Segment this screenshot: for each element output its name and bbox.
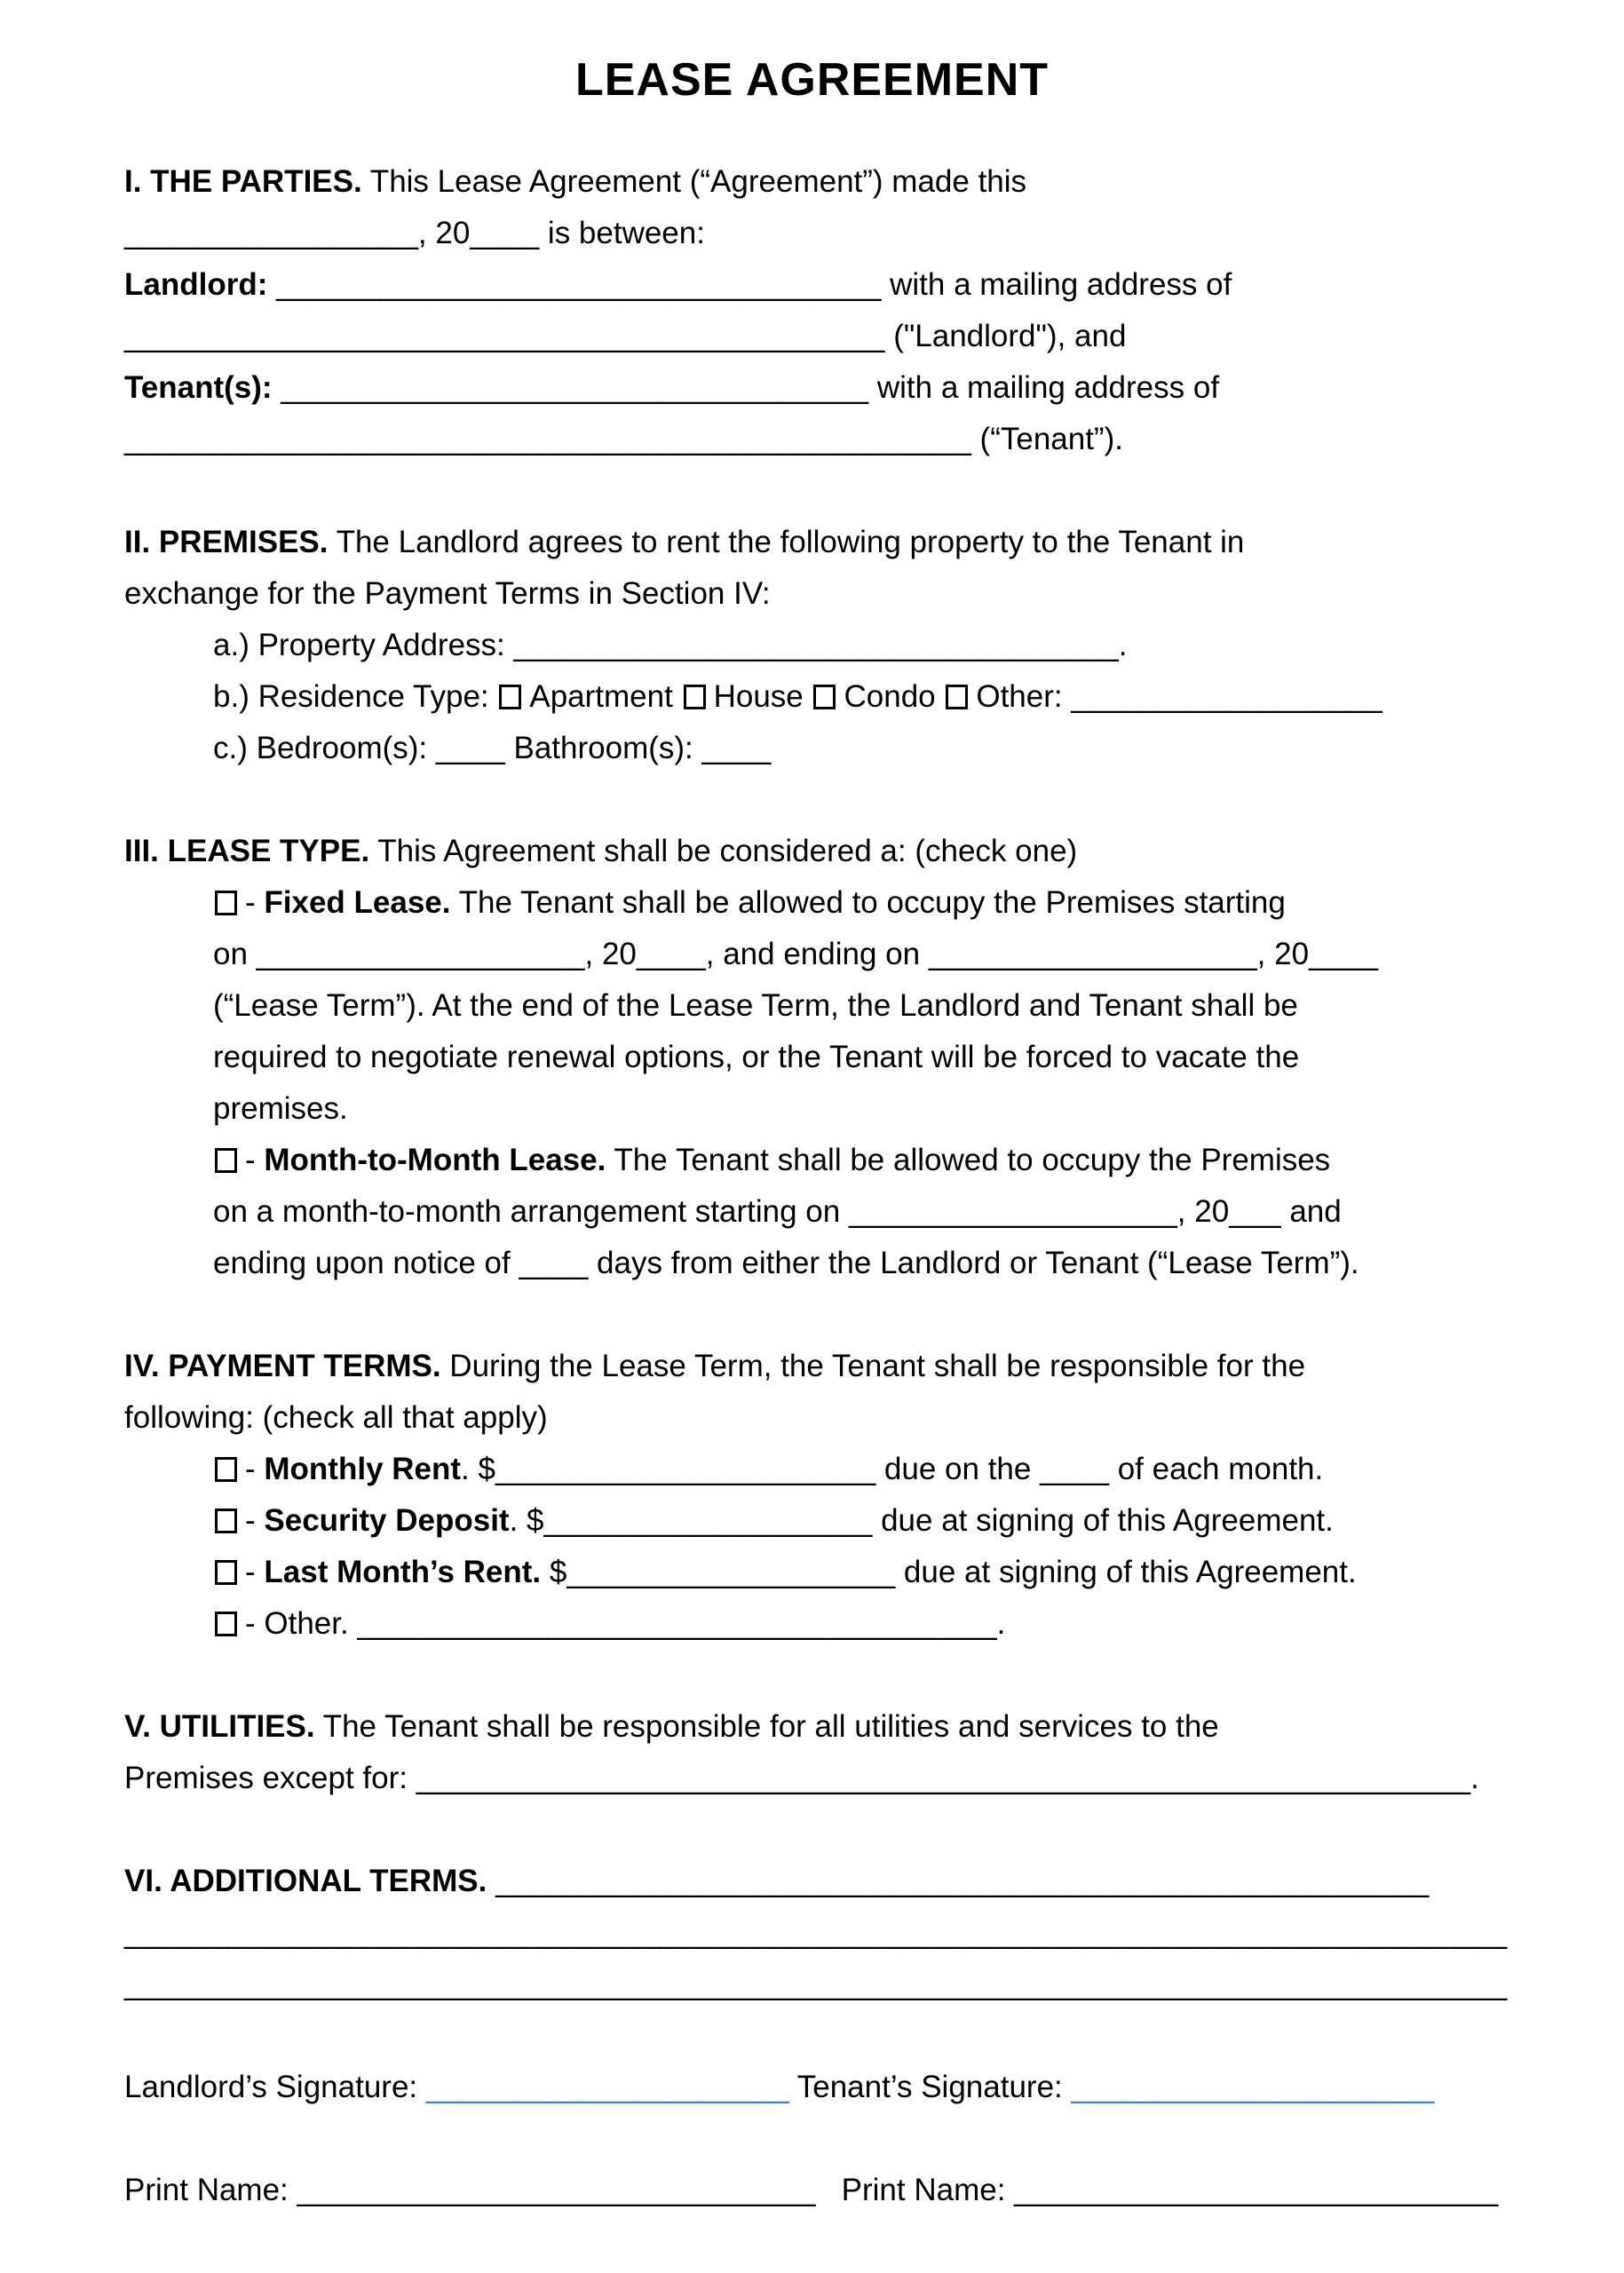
text-run: IV. PAYMENT TERMS. bbox=[124, 1349, 441, 1383]
text-line bbox=[124, 1701, 1569, 1753]
text-line bbox=[124, 1753, 1569, 1804]
text-run: The Landlord agrees to rent the following property to the Tenant in bbox=[328, 525, 1245, 559]
blank-field[interactable]: ___________________ bbox=[256, 937, 585, 971]
blank-field[interactable]: ______________________________________________________ bbox=[495, 1864, 1430, 1898]
text-run: Last Month’s Rent. bbox=[264, 1555, 542, 1589]
text-line bbox=[213, 1135, 1569, 1186]
blank-field[interactable]: _____________________________________________________________ bbox=[416, 1761, 1471, 1795]
text-run: Premises except for: bbox=[124, 1761, 416, 1795]
text-run: due at signing of this Agreement. bbox=[872, 1503, 1334, 1538]
text-run: Month-to-Month Lease. bbox=[264, 1143, 606, 1177]
checkbox-icon[interactable] bbox=[499, 685, 521, 709]
blank-field[interactable]: ____ bbox=[636, 937, 706, 971]
text-line bbox=[124, 1341, 1569, 1392]
text-line bbox=[213, 620, 1569, 671]
blank-field[interactable]: __________________________________ bbox=[281, 370, 869, 405]
text-run: . $ bbox=[509, 1503, 544, 1538]
text-line bbox=[124, 517, 1569, 568]
text-run: premises. bbox=[213, 1091, 348, 1126]
blank-field[interactable]: ___________________ bbox=[543, 1503, 873, 1538]
checkbox-icon[interactable] bbox=[813, 685, 836, 709]
text-run: V. UTILITIES. bbox=[124, 1709, 315, 1744]
section-payment-terms bbox=[124, 1341, 1569, 1650]
blank-field[interactable]: ___________________ bbox=[566, 1555, 896, 1589]
blank-field[interactable]: ____________________________ bbox=[1014, 2173, 1499, 2207]
section-lease-type bbox=[124, 826, 1569, 1289]
document-body bbox=[124, 156, 1569, 2216]
text-run: , 20 bbox=[1176, 1194, 1230, 1229]
text-run: The Tenant shall be responsible for all utilities and services to the bbox=[314, 1709, 1219, 1744]
text-line bbox=[213, 1032, 1569, 1083]
text-run: on bbox=[213, 937, 257, 971]
checkbox-icon[interactable] bbox=[946, 685, 968, 709]
text-run: following: (check all that apply) bbox=[124, 1400, 548, 1435]
text-run: due at signing of this Agreement. bbox=[895, 1555, 1357, 1589]
blank-field[interactable]: ___________________ bbox=[848, 1194, 1177, 1229]
blank-field[interactable]: ____ bbox=[701, 731, 772, 765]
text-line bbox=[213, 877, 1569, 929]
blank-field[interactable]: _____________________________________ bbox=[357, 1606, 997, 1641]
text-line bbox=[213, 1186, 1569, 1238]
text-run: II. PREMISES. bbox=[124, 525, 329, 559]
text-run bbox=[267, 267, 276, 302]
text-run: . bbox=[996, 1606, 1006, 1641]
text-line bbox=[213, 1444, 1569, 1495]
text-run: VI. ADDITIONAL TERMS. bbox=[124, 1864, 487, 1898]
checkbox-icon[interactable] bbox=[215, 1148, 237, 1173]
blank-field[interactable]: _________________ bbox=[124, 216, 418, 250]
text-run: with a mailing address of bbox=[881, 267, 1232, 302]
text-line bbox=[213, 1598, 1569, 1650]
blank-field[interactable]: ___ bbox=[1229, 1194, 1281, 1229]
text-line bbox=[124, 2165, 1569, 2216]
text-run: Print Name: bbox=[841, 2173, 1015, 2207]
text-line bbox=[124, 1392, 1569, 1444]
text-run: Bathroom(s): bbox=[504, 731, 702, 765]
text-line bbox=[124, 311, 1569, 362]
text-line bbox=[124, 414, 1569, 465]
checkbox-icon[interactable] bbox=[215, 1560, 237, 1585]
text-line bbox=[213, 1083, 1569, 1135]
blank-field[interactable]: __________________ bbox=[1071, 679, 1382, 714]
blank-field[interactable]: ___________________ bbox=[928, 937, 1257, 971]
text-run: House bbox=[713, 679, 812, 714]
text-run: (“Tenant”). bbox=[970, 422, 1123, 456]
signature-field[interactable]: _____________________ bbox=[425, 2070, 789, 2104]
text-run: - Other. bbox=[245, 1606, 358, 1641]
text-run: (“Lease Term”). At the end of the Lease Term, the Landlord and Tenant shall be bbox=[213, 988, 1298, 1023]
text-run bbox=[815, 2173, 841, 2207]
text-run: required to negotiate renewal options, or the Tenant will be forced to vacate the bbox=[213, 1040, 1300, 1074]
blank-field[interactable]: ___________________________________ bbox=[513, 628, 1119, 662]
text-run: , 20 bbox=[1256, 937, 1310, 971]
text-line bbox=[213, 929, 1569, 980]
text-line bbox=[213, 1495, 1569, 1547]
text-run: Print Name: bbox=[124, 2173, 297, 2207]
text-run: - bbox=[245, 1555, 265, 1589]
text-run bbox=[487, 1864, 495, 1898]
text-run: with a mailing address of bbox=[868, 370, 1220, 405]
text-run: - bbox=[245, 1503, 265, 1538]
document-title: LEASE AGREEMENT bbox=[574, 54, 1050, 106]
text-line bbox=[124, 362, 1569, 414]
text-run: III. LEASE TYPE. bbox=[124, 834, 370, 868]
blank-field[interactable]: ____________________________________________ bbox=[124, 319, 885, 353]
text-run: , 20 bbox=[584, 937, 637, 971]
text-line bbox=[213, 671, 1569, 723]
checkbox-icon[interactable] bbox=[215, 1612, 237, 1636]
text-run: $ bbox=[541, 1555, 567, 1589]
text-run: Landlord: bbox=[124, 267, 268, 302]
text-run: , and ending on bbox=[705, 937, 929, 971]
text-line bbox=[124, 1907, 1569, 1959]
signature-field[interactable]: _____________________ bbox=[1071, 2070, 1435, 2104]
blank-field[interactable]: ______________________________ bbox=[297, 2173, 816, 2207]
text-run: - bbox=[245, 885, 265, 920]
text-run: , 20 bbox=[417, 216, 471, 250]
text-run: Fixed Lease. bbox=[264, 885, 451, 920]
blank-field[interactable]: ____ bbox=[1040, 1452, 1109, 1486]
blank-field[interactable]: ____ bbox=[470, 216, 540, 250]
print-name-row bbox=[124, 2165, 1569, 2216]
text-run: Landlord’s Signature: bbox=[124, 2070, 426, 2104]
section-additional-terms bbox=[124, 1856, 1569, 2010]
blank-field[interactable]: _________________________________________________ bbox=[124, 422, 971, 456]
text-run: ("Landlord"), and bbox=[884, 319, 1127, 353]
blank-field[interactable]: ________________________________________________________________________________ bbox=[124, 1967, 1508, 2001]
blank-field[interactable]: ________________________________________________________________________________ bbox=[124, 1915, 1508, 1950]
checkbox-icon[interactable] bbox=[215, 1457, 237, 1482]
blank-field[interactable]: ____ bbox=[519, 1246, 589, 1280]
text-run: Tenant’s Signature: bbox=[796, 2070, 1072, 2104]
text-line bbox=[213, 1547, 1569, 1598]
text-run: of each month. bbox=[1108, 1452, 1324, 1486]
text-run: The Tenant shall be allowed to occupy the Premises starting bbox=[450, 885, 1286, 920]
text-run: days from either the Landlord or Tenant (“Lease Term”). bbox=[588, 1246, 1359, 1280]
text-line bbox=[124, 568, 1569, 620]
text-run: I. THE PARTIES. bbox=[124, 164, 362, 199]
text-run: ending upon notice of bbox=[213, 1246, 519, 1280]
text-run: The Tenant shall be allowed to occupy the Premises bbox=[606, 1143, 1331, 1177]
blank-field[interactable]: ____ bbox=[1309, 937, 1378, 971]
section-premises bbox=[124, 517, 1569, 774]
text-run: Other: bbox=[976, 679, 1072, 714]
blank-field[interactable]: ____ bbox=[435, 731, 505, 765]
text-run: is between: bbox=[539, 216, 705, 250]
text-run: exchange for the Payment Terms in Section IV: bbox=[124, 576, 771, 611]
text-line bbox=[124, 2062, 1569, 2113]
text-run: . bbox=[1470, 1761, 1479, 1795]
text-run: During the Lease Term, the Tenant shall be responsible for the bbox=[440, 1349, 1306, 1383]
text-run: . $ bbox=[461, 1452, 495, 1486]
text-run: a.) Property Address: bbox=[213, 628, 514, 662]
text-run: - bbox=[245, 1452, 265, 1486]
blank-field[interactable]: ___________________________________ bbox=[276, 267, 882, 302]
text-line bbox=[124, 208, 1569, 259]
text-run: b.) Residence Type: bbox=[213, 679, 498, 714]
signature-row bbox=[124, 2062, 1569, 2113]
section-parties bbox=[124, 156, 1569, 465]
section-utilities bbox=[124, 1701, 1569, 1804]
text-run: c.) Bedroom(s): bbox=[213, 731, 436, 765]
text-run: Tenant(s): bbox=[124, 370, 273, 405]
text-line bbox=[124, 826, 1569, 877]
text-run: and bbox=[1280, 1194, 1342, 1229]
text-line bbox=[124, 1959, 1569, 2010]
text-run: Security Deposit bbox=[264, 1503, 510, 1538]
blank-field[interactable]: ______________________ bbox=[495, 1452, 876, 1486]
text-run: - bbox=[245, 1143, 265, 1177]
text-line bbox=[124, 1856, 1569, 1907]
text-run: . bbox=[1118, 628, 1128, 662]
text-run: on a month-to-month arrangement starting on bbox=[213, 1194, 849, 1229]
checkbox-icon[interactable] bbox=[215, 1509, 237, 1533]
text-line bbox=[213, 1238, 1569, 1289]
checkbox-icon[interactable] bbox=[215, 891, 237, 915]
text-line bbox=[124, 259, 1569, 311]
text-run: This Agreement shall be considered a: (check one) bbox=[369, 834, 1078, 868]
text-run: Monthly Rent bbox=[264, 1452, 462, 1486]
text-run: Apartment bbox=[529, 679, 682, 714]
text-run: due on the bbox=[875, 1452, 1041, 1486]
text-line bbox=[213, 723, 1569, 774]
text-line bbox=[124, 156, 1569, 208]
text-run bbox=[789, 2070, 797, 2104]
text-run: This Lease Agreement (“Agreement”) made this bbox=[361, 164, 1027, 199]
checkbox-icon[interactable] bbox=[684, 685, 706, 709]
text-run bbox=[273, 370, 281, 405]
text-run: Condo bbox=[844, 679, 945, 714]
text-line bbox=[213, 980, 1569, 1032]
